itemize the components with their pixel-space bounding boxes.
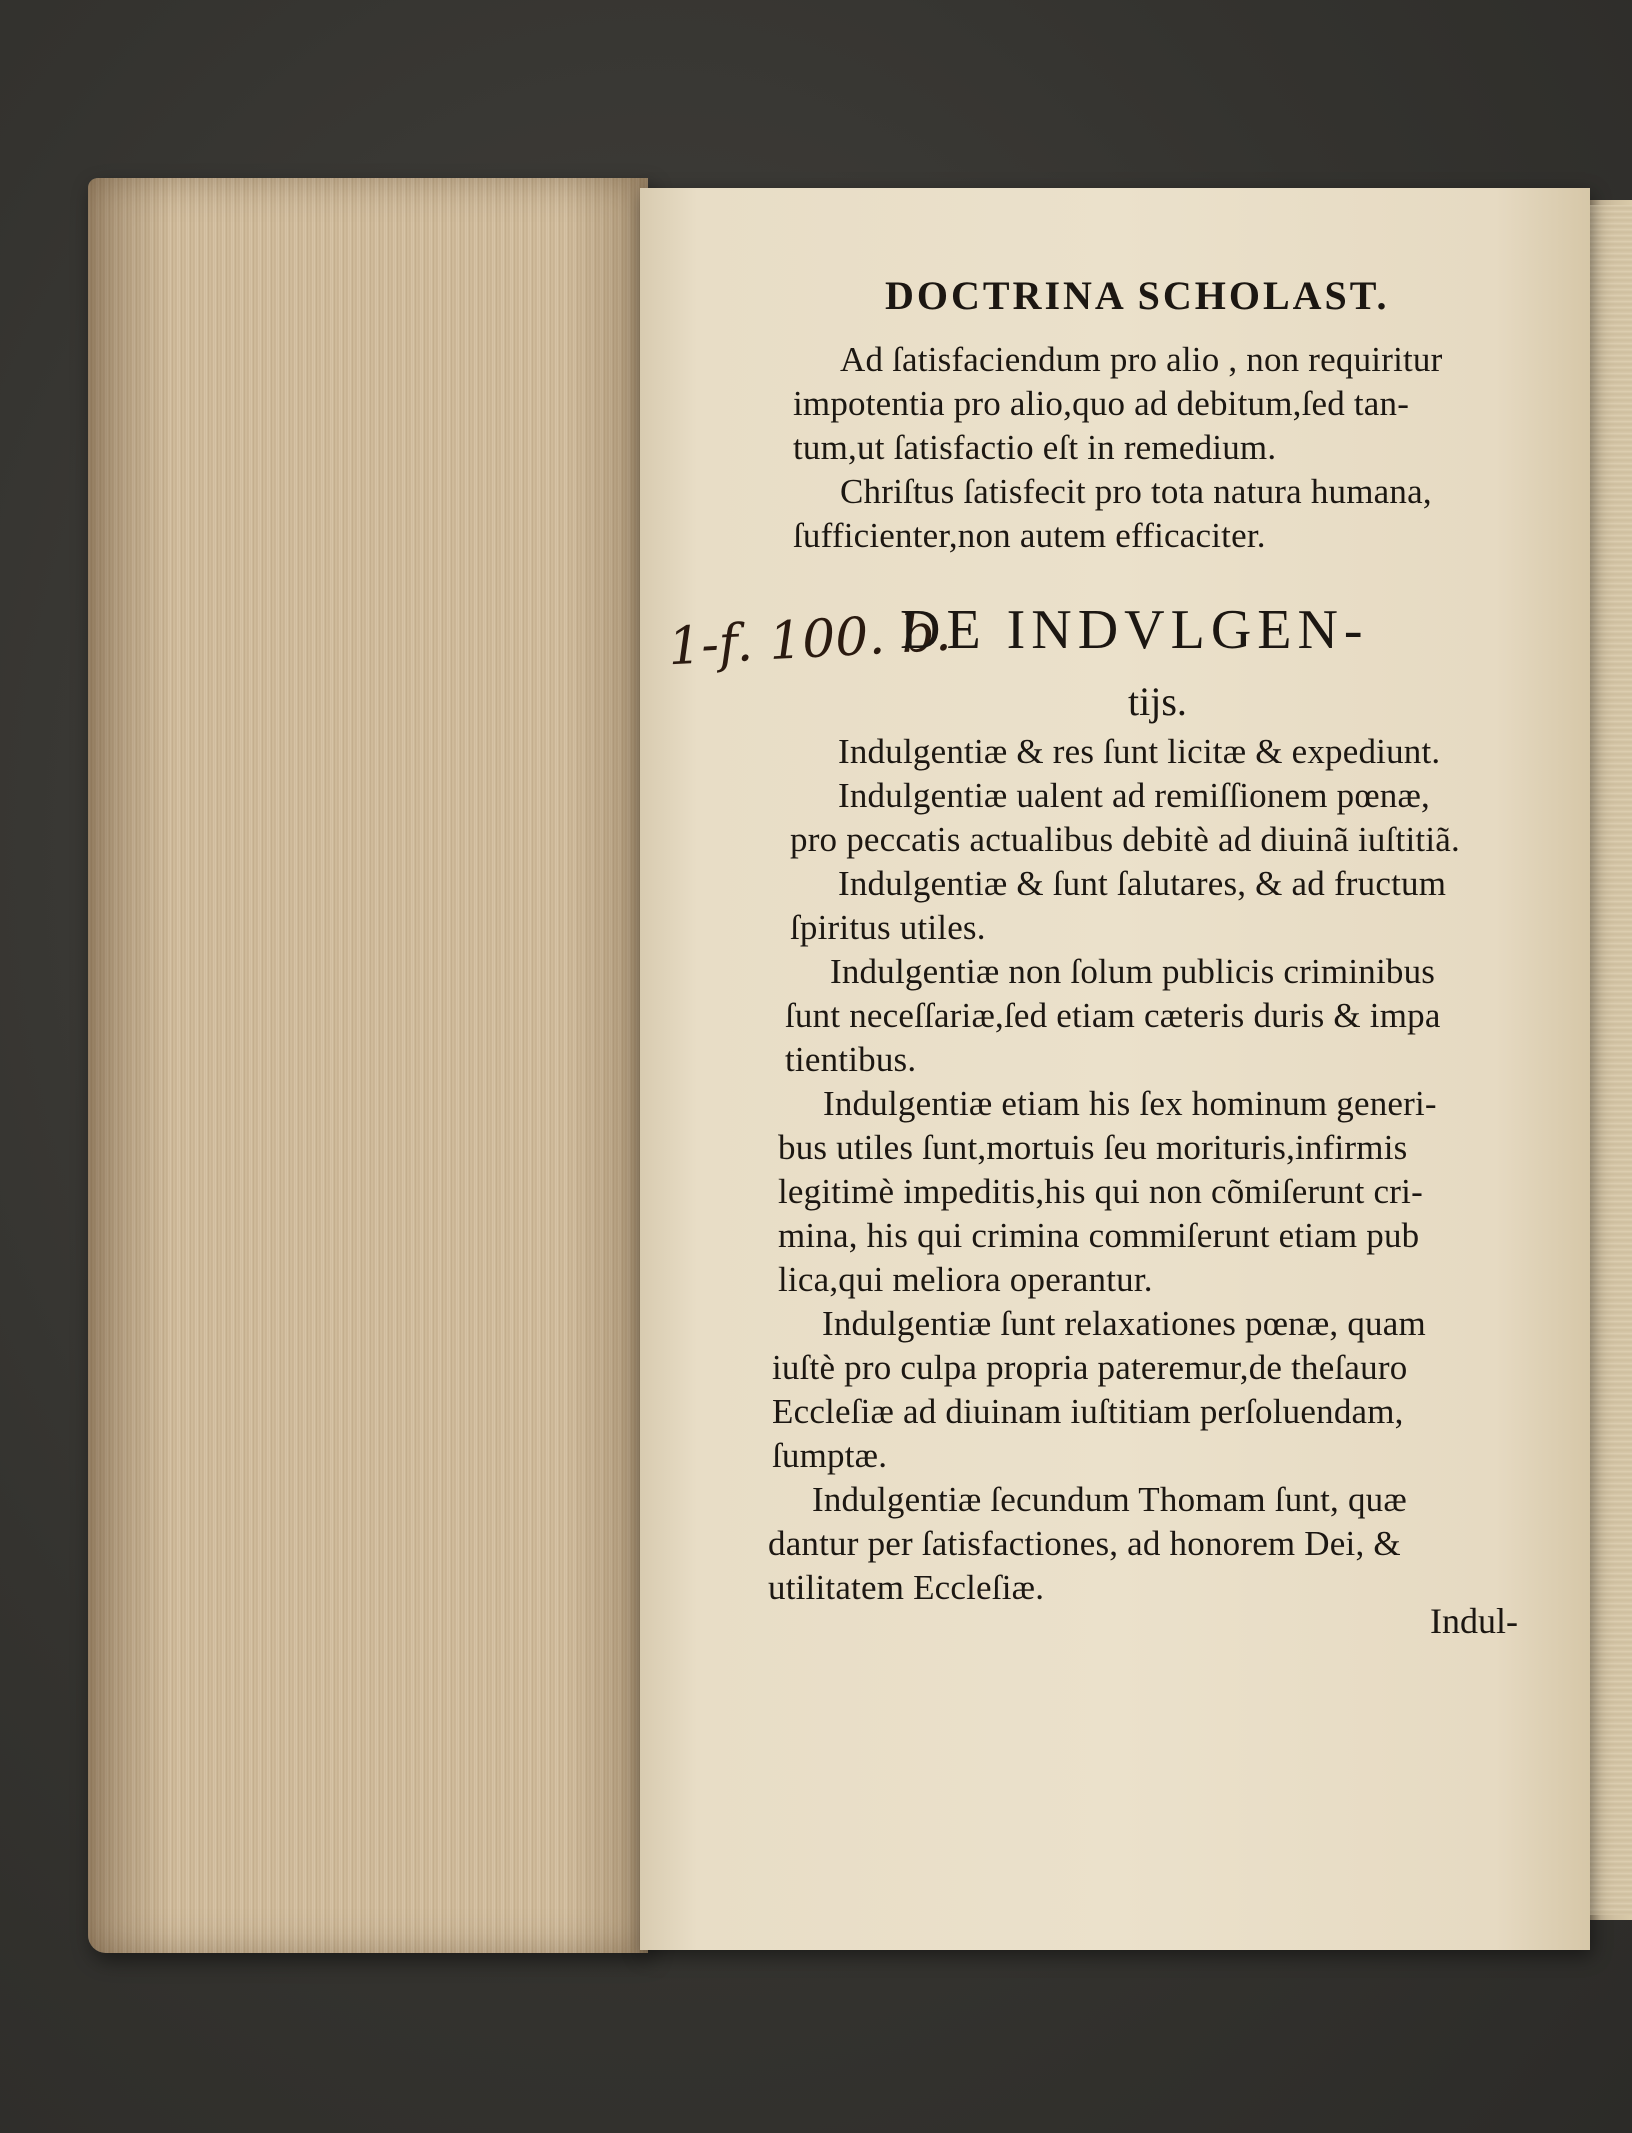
text-line: Indulgentiæ non ſolum publicis criminibus: [830, 952, 1436, 991]
text-line: utilitatem Eccleſiæ.: [768, 1568, 1045, 1607]
handwritten-annotation: 1-f. 100. b.: [666, 602, 953, 678]
text-line: ſumptæ.: [772, 1436, 888, 1475]
section-title: DE INDVLGEN-: [900, 599, 1369, 661]
text-line: impotentia pro alio,quo ad debitum,ſed tan-: [793, 384, 1410, 423]
text-line: pro peccatis actualibus debitè ad diuinã iuſtitiã.: [790, 820, 1460, 859]
text-line: mina, his qui crimina commiſerunt etiam pub: [778, 1216, 1420, 1255]
text-line: ſpiritus utiles.: [790, 908, 986, 947]
text-line: Indulgentiæ & ſunt ſalutares, & ad fructum: [838, 864, 1447, 903]
text-line: tum,ut ſatisfactio eſt in remedium.: [793, 428, 1277, 467]
text-line: Chriſtus ſatisfecit pro tota natura humana,: [840, 472, 1432, 511]
text-line: Indulgentiæ ualent ad remiſſionem pœnæ,: [838, 776, 1430, 815]
text-line: dantur per ſatisfactiones, ad honorem Dei, &: [768, 1524, 1401, 1563]
book-edge-shadow: [88, 178, 648, 1953]
text-line: ſunt neceſſariæ,ſed etiam cæteris duris & impa: [785, 996, 1441, 1035]
text-line: Indulgentiæ ſunt relaxationes pœnæ, quam: [822, 1304, 1426, 1343]
text-line: Ad ſatisfaciendum pro alio , non requiritur: [840, 340, 1443, 379]
text-line: bus utiles ſunt,mortuis ſeu morituris,infirmis: [778, 1128, 1408, 1167]
text-line: tientibus.: [785, 1040, 917, 1079]
text-line: lica,qui meliora operantur.: [778, 1260, 1153, 1299]
text-line: ſufficienter,non autem efficaciter.: [793, 516, 1266, 555]
text-line: legitimè impeditis,his qui non cõmiſerunt cri-: [778, 1172, 1423, 1211]
section-title-continuation: tijs.: [1128, 679, 1187, 724]
text-line: Indulgentiæ ſecundum Thomam ſunt, quæ: [812, 1480, 1407, 1519]
running-head: DOCTRINA SCHOLAST.: [885, 273, 1390, 318]
text-line: Indulgentiæ & res ſunt licitæ & expediunt.: [838, 732, 1441, 771]
text-line: iuſtè pro culpa propria pateremur,de theſauro: [772, 1348, 1408, 1387]
catchword: Indul-: [1430, 1601, 1518, 1641]
text-line: Eccleſiæ ad diuinam iuſtitiam perſoluendam,: [772, 1392, 1404, 1431]
facing-page-edge: [1590, 205, 1632, 1915]
text-line: Indulgentiæ etiam his ſex hominum generi-: [823, 1084, 1437, 1123]
